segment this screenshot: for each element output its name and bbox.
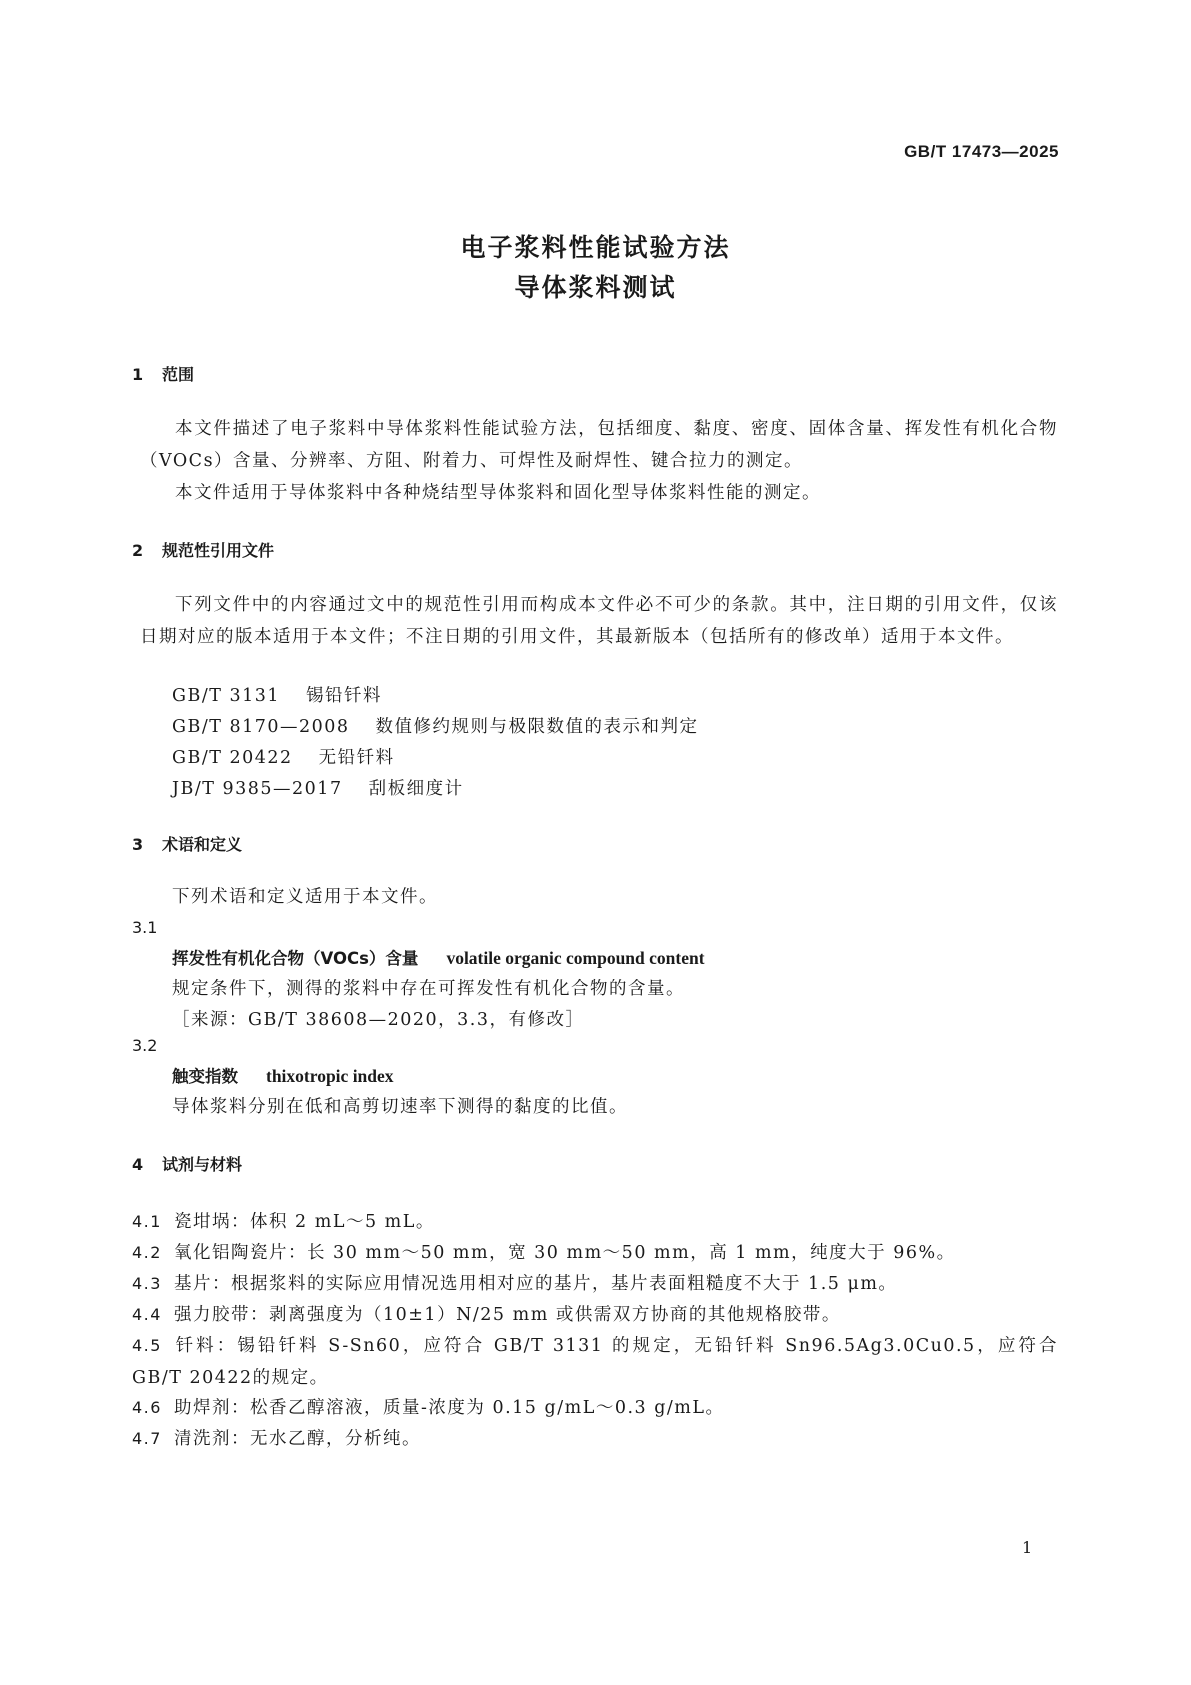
reference-item <box>172 744 395 769</box>
reference-title: 无铅钎料 <box>318 748 395 768</box>
page-number: 1 <box>1022 1538 1033 1557</box>
term-english: volatile organic compound content <box>446 948 705 968</box>
document-subtitle: 导体浆料测试 <box>514 273 677 302</box>
list-item <box>132 1394 725 1419</box>
term-definition: 导体浆料分别在低和高剪切速率下测得的黏度的比值。 <box>172 1097 628 1117</box>
section-number: 2 <box>132 541 144 560</box>
item-number: 4.7 <box>132 1429 162 1448</box>
reference-item <box>172 713 699 738</box>
list-item <box>132 1301 841 1326</box>
list-item <box>132 1425 421 1450</box>
list-item <box>132 1330 1058 1394</box>
list-item <box>132 1208 435 1233</box>
item-text: 清洗剂：无水乙醇，分析纯。 <box>174 1429 421 1449</box>
item-number: 4.3 <box>132 1274 162 1293</box>
item-text: 强力胶带：剥离强度为（10±1）N/25 mm 或供需双方协商的其他规格胶带。 <box>174 1305 841 1325</box>
paragraph: 下列术语和定义适用于本文件。 <box>172 887 438 907</box>
section-title: 范围 <box>162 365 195 384</box>
item-number: 4.5 <box>132 1336 162 1355</box>
reference-code: JB/T 9385—2017 <box>172 779 343 799</box>
term-english: thixotropic index <box>266 1066 394 1086</box>
section-number: 4 <box>132 1155 144 1174</box>
item-text: 助焊剂：松香乙醇溶液，质量-浓度为 0.15 g/mL～0.3 g/mL。 <box>174 1398 725 1418</box>
term-heading <box>172 945 705 969</box>
reference-code: GB/T 20422 <box>172 748 293 768</box>
item-number: 4.1 <box>132 1212 162 1231</box>
reference-title: 锡铅钎料 <box>306 686 383 706</box>
section-heading-1 <box>132 362 194 385</box>
term-heading <box>172 1063 394 1087</box>
paragraph: 本文件描述了电子浆料中导体浆料性能试验方法，包括细度、黏度、密度、固体含量、挥发性有机化合物（VOCs）含量、分辨率、方阻、附着力、可焊性及耐焊性、键合拉力的测定。 <box>140 419 1058 471</box>
list-item <box>132 1239 956 1264</box>
term-number: 3.1 <box>132 918 158 937</box>
document-title: 电子浆料性能试验方法 <box>460 233 731 262</box>
item-number: 4.6 <box>132 1398 162 1417</box>
reference-item <box>172 775 464 800</box>
term-source: ［来源：GB/T 38608—2020，3.3，有修改］ <box>172 1010 585 1030</box>
reference-title: 数值修约规则与极限数值的表示和判定 <box>375 717 699 737</box>
paragraph: 下列文件中的内容通过文中的规范性引用而构成本文件必不可少的条款。其中，注日期的引用文件，仅该日期对应的版本适用于本文件；不注日期的引用文件，其最新版本（包括所有的修改单）适用于本文件。 <box>140 595 1058 647</box>
paragraph: 本文件适用于导体浆料中各种烧结型导体浆料和固化型导体浆料性能的测定。 <box>175 483 821 503</box>
section-heading-2 <box>132 538 274 561</box>
term-number: 3.2 <box>132 1036 158 1055</box>
section-number: 1 <box>132 365 144 384</box>
item-text: 氧化铝陶瓷片：长 30 mm～50 mm，宽 30 mm～50 mm，高 1 mm，纯度大于 96%。 <box>174 1243 956 1263</box>
section-title: 规范性引用文件 <box>162 541 275 560</box>
section-heading-4 <box>132 1152 242 1175</box>
section-title: 术语和定义 <box>162 835 243 854</box>
item-text: 瓷坩埚：体积 2 mL～5 mL。 <box>174 1212 435 1232</box>
reference-code: GB/T 8170—2008 <box>172 717 350 737</box>
term-chinese: 挥发性有机化合物（VOCs）含量 <box>172 949 419 968</box>
item-number: 4.2 <box>132 1243 162 1262</box>
item-text: 钎料：锡铅钎料 S-Sn60，应符合 GB/T 3131 的规定，无铅钎料 Sn96.5Ag3.0Cu0.5，应符合 GB/T 20422的规定。 <box>132 1336 1058 1388</box>
term-chinese: 触变指数 <box>172 1067 238 1086</box>
reference-item <box>172 682 382 707</box>
item-number: 4.4 <box>132 1305 162 1324</box>
term-definition: 规定条件下，测得的浆料中存在可挥发性有机化合物的含量。 <box>172 979 685 999</box>
list-item <box>132 1270 897 1295</box>
section-heading-3 <box>132 832 242 855</box>
reference-code: GB/T 3131 <box>172 686 281 706</box>
item-text: 基片：根据浆料的实际应用情况选用相对应的基片，基片表面粗糙度不大于 1.5 μm。 <box>174 1274 898 1294</box>
section-number: 3 <box>132 835 144 854</box>
section-title: 试剂与材料 <box>162 1155 243 1174</box>
standard-code: GB/T 17473—2025 <box>904 142 1059 161</box>
reference-title: 刮板细度计 <box>368 779 464 799</box>
